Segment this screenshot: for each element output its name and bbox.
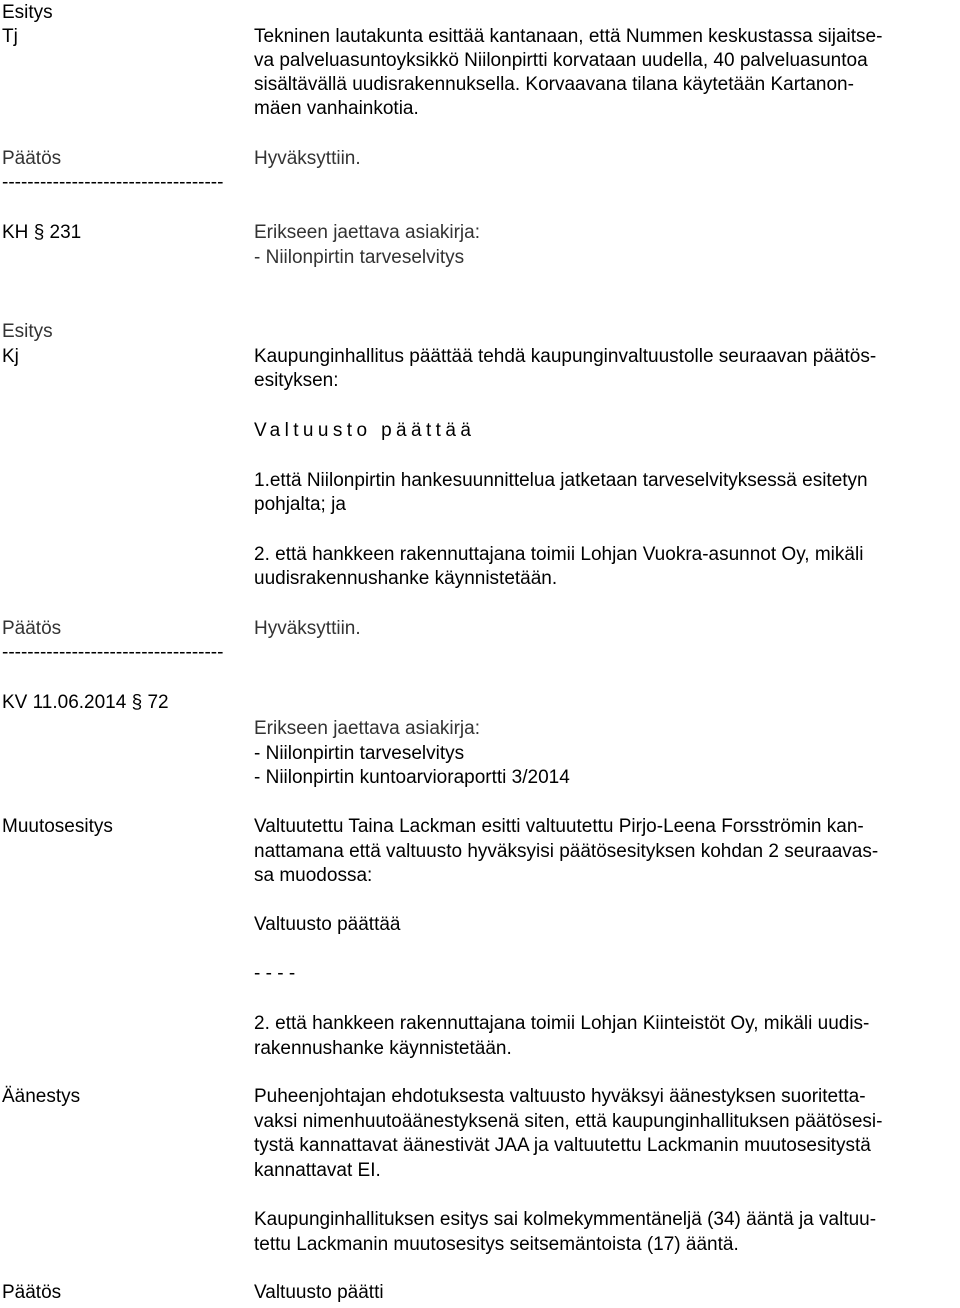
kv-aanestys-line: Puheenjohtajan ehdotuksesta valtuusto hyväksyi äänestyksen suoritetta- [254,1086,866,1107]
kv-result-line: Kaupunginhallituksen esitys sai kolmekymmentäneljä (34) ääntä ja valtuu- [254,1209,877,1230]
kv-muutosesitys-line: nattamana että valtuusto hyväksyisi päätösesityksen kohdan 2 seuraavas- [254,841,879,862]
kv-dashes: - - - - [254,963,296,984]
kh-attachment-title: Erikseen jaettava asiakirja: [254,222,480,243]
section-sign-icon: § [131,692,143,713]
kv-reference [2,691,169,715]
label-tj: Tj [2,26,18,47]
kh-proposal-line: Kaupunginhallitus päättää tehdä kaupunginvaltuustolle seuraavan päätös- [254,346,877,367]
kh-item2-line: uudisrakennushanke käynnistetään. [254,568,558,589]
kv-ref-number: 72 [147,692,169,713]
kv-aanestys-line: kannattavat EI. [254,1160,381,1181]
kv-attachment-title: Erikseen jaettava asiakirja: [254,718,480,739]
kv-muutosesitys-line: Valtuutettu Taina Lackman esitti valtuutettu Pirjo-Leena Forsströmin kan- [254,816,864,837]
kv-item2-line: rakennushanke käynnistetään. [254,1038,512,1059]
label-esitys-tj: Esitys [2,2,53,23]
tj-text-line: sisältävällä uudisrakennuksella. Korvaavana tilana käytetään Kartanon- [254,74,854,95]
kh-valtuusto-paattaa: Valtuusto päättää [254,420,476,441]
kh-item1-line: 1.että Niilonpirtin hankesuunnittelua jatketaan tarveselvityksessä esitetyn [254,470,868,491]
kv-ref-prefix: KV 11.06.2014 [2,692,127,713]
section-separator: ----------------------------------- [2,172,224,193]
kh-item1-line: pohjalta; ja [254,494,346,515]
kh-item2-line: 2. että hankkeen rakennuttajana toimii Lohjan Vuokra-asunnot Oy, mikäli [254,544,864,565]
kv-aanestys-line: tystä kannattavat äänestivät JAA ja valtuutettu Lackmanin muutosesitystä [254,1135,871,1156]
tj-text-line: mäen vanhainkotia. [254,98,419,119]
kv-attachment-item: - Niilonpirtin kuntoarvioraportti 3/2014 [254,767,570,788]
label-esitys-kj: Esitys [2,321,53,342]
kh-paatos-label: Päätös [2,618,62,639]
kv-paatos-label: Päätös [2,1282,62,1303]
tj-text-line: Tekninen lautakunta esittää kantanaan, että Nummen keskustassa sijaitse- [254,26,883,47]
kv-aanestys-line: vaksi nimenhuutoäänestyksenä siten, että kaupunginhallituksen päätösesi- [254,1111,883,1132]
kv-item2-line: 2. että hankkeen rakennuttajana toimii Lohjan Kiinteistöt Oy, mikäli uudis- [254,1013,870,1034]
kh-attachment-item: - Niilonpirtin tarveselvitys [254,247,465,268]
kv-aanestys-label: Äänestys [2,1086,81,1107]
kh-ref-prefix: KH [2,222,29,243]
kh-ref-number: 231 [49,222,82,243]
tj-text-line: va palveluasuntoyksikkö Niilonpirtti korvataan uudella, 40 palveluasuntoa [254,50,868,71]
section-separator: ----------------------------------- [2,642,224,663]
kv-muutosesitys-label: Muutosesitys [2,816,113,837]
kh-paatos-value: Hyväksyttiin. [254,618,361,639]
tj-paatos-value: Hyväksyttiin. [254,148,361,169]
kv-attachment-item: - Niilonpirtin tarveselvitys [254,743,465,764]
kh-proposal-line: esityksen: [254,370,339,391]
section-sign-icon: § [33,222,45,243]
tj-paatos-label: Päätös [2,148,62,169]
kh-reference [2,221,81,245]
kv-valtuusto-paattaa: Valtuusto päättää [254,914,401,935]
label-kj: Kj [2,346,19,367]
kv-result-line: tettu Lackmanin muutosesitys seitsemäntoista (17) ääntä. [254,1234,739,1255]
kv-paatos-value: Valtuusto päätti [254,1282,384,1303]
kv-muutosesitys-line: sa muodossa: [254,865,373,886]
